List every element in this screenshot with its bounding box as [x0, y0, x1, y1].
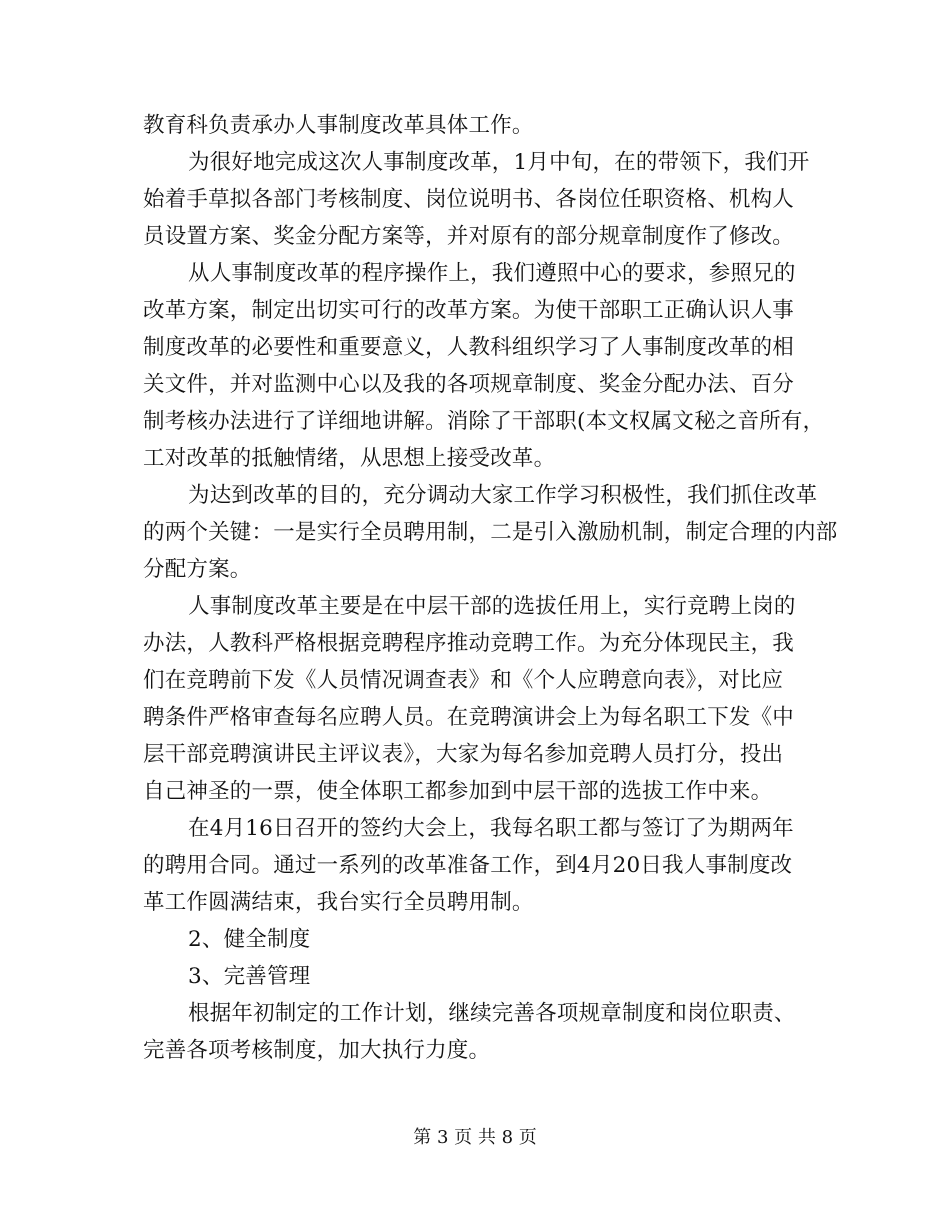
text-line: 关文件，并对监测中心以及我的各项规章制度、奖金分配办法、百分 — [143, 372, 795, 397]
paragraph-first-line: 为很好地完成这次人事制度改革，1月中旬，在的带领下，我们开 — [188, 150, 810, 175]
section-heading: 2、健全制度 — [188, 927, 311, 952]
text-line: 制度改革的必要性和重要意义，人教科组织学习了人事制度改革的相 — [143, 335, 795, 360]
text-line: 聘条件严格审查每名应聘人员。在竞聘演讲会上为每名职工下发《中 — [143, 705, 795, 730]
paragraph-first-line: 从人事制度改革的程序操作上，我们遵照中心的要求，参照兄的 — [188, 261, 796, 286]
text-line: 教育科负责承办人事制度改革具体工作。 — [143, 113, 534, 138]
text-line: 完善各项考核制度，加大执行力度。 — [143, 1038, 491, 1063]
text-line: 员设置方案、奖金分配方案等，并对原有的部分规章制度作了修改。 — [143, 224, 795, 249]
text-line: 办法，人教科严格根据竞聘程序推动竞聘工作。为充分体现民主，我 — [143, 631, 795, 656]
text-line: 分配方案。 — [143, 557, 252, 582]
paragraph-first-line: 为达到改革的目的，充分调动大家工作学习积极性，我们抓住改革 — [188, 483, 818, 508]
text-line: 层干部竞聘演讲民主评议表》，大家为每名参加竞聘人员打分，投出 — [143, 742, 784, 767]
paragraph-first-line: 在4月16日召开的签约大会上，我每名职工都与签订了为期两年 — [188, 816, 794, 841]
text-line: 的聘用合同。通过一系列的改革准备工作，到4月20日我人事制度改 — [143, 853, 793, 878]
text-line: 自己神圣的一票，使全体职工都参加到中层干部的选拔工作中来。 — [143, 779, 773, 804]
text-line: 改革方案，制定出切实可行的改革方案。为使干部职工正确认识人事 — [143, 298, 795, 323]
paragraph-first-line: 人事制度改革主要是在中层干部的选拔任用上，实行竞聘上岗的 — [188, 594, 796, 619]
text-line: 的两个关键：一是实行全员聘用制，二是引入激励机制，制定合理的内部 — [143, 520, 838, 545]
text-line: 们在竞聘前下发《人员情况调查表》和《个人应聘意向表》，对比应 — [143, 668, 784, 693]
paragraph-first-line: 根据年初制定的工作计划，继续完善各项规章制度和岗位职责、 — [188, 1001, 796, 1026]
text-line: 制考核办法进行了详细地讲解。消除了干部职(本文权属文秘之音所有， — [143, 409, 825, 434]
text-line: 始着手草拟各部门考核制度、岗位说明书、各岗位任职资格、机构人 — [143, 187, 795, 212]
text-line: 工对改革的抵触情绪，从思想上接受改革。 — [143, 446, 556, 471]
text-line: 革工作圆满结束，我台实行全员聘用制。 — [143, 890, 534, 915]
section-heading: 3、完善管理 — [188, 964, 311, 989]
page-number-footer: 第 3 页 共 8 页 — [413, 1127, 537, 1148]
